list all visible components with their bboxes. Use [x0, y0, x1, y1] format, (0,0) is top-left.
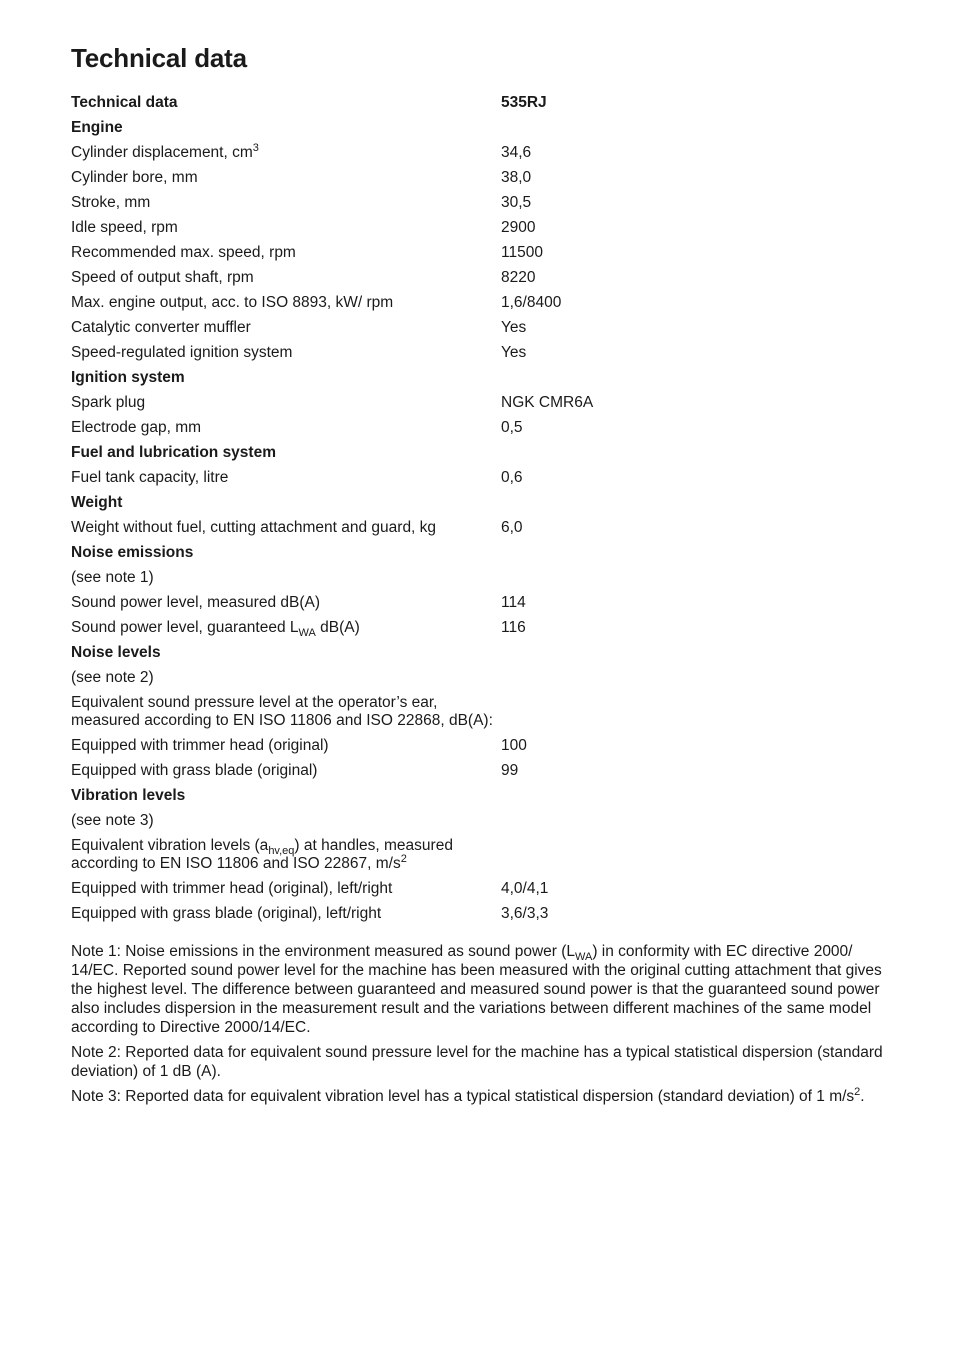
section-heading-noise-levels: Noise levels: [71, 643, 161, 661]
row-label: Speed of output shaft, rpm: [71, 268, 254, 286]
subscript: WA: [575, 951, 593, 964]
table-row: [71, 515, 886, 540]
row-label: Equipped with trimmer head (original): [71, 736, 329, 754]
superscript: 3: [252, 141, 259, 154]
table-row: [71, 315, 886, 340]
row-label: Sound power level, measured dB(A): [71, 593, 320, 611]
row-value: 114: [501, 593, 526, 611]
superscript: 2: [400, 852, 407, 865]
row-label: Max. engine output, acc. to ISO 8893, kW/ rpm: [71, 293, 394, 311]
row-label: Idle speed, rpm: [71, 218, 178, 236]
section-heading-row: [71, 115, 886, 140]
section-heading-noise-emissions: Noise emissions: [71, 543, 194, 561]
row-value: 100: [501, 736, 527, 754]
header-label: Technical data: [71, 93, 178, 111]
section-heading-row: [71, 490, 886, 515]
technical-data-table: [71, 90, 886, 926]
section-heading-row: [71, 365, 886, 390]
description-text: Equivalent vibration levels $(a_{hv,eq})$ at handles, measured according to EN ISO 11806 and ISO 22867, $m/s^2$: [71, 836, 453, 872]
row-label: Recommended max. speed, rpm: [71, 243, 296, 261]
table-row: [71, 758, 886, 783]
table-row: [71, 733, 886, 758]
row-value: 38,0: [501, 168, 532, 186]
section-heading-fuel: Fuel and lubrication system: [71, 443, 276, 461]
table-row: [71, 615, 886, 640]
section-heading-weight: Weight: [71, 493, 123, 511]
row-value: 11500: [501, 243, 543, 261]
note-reference: (see note 1): [71, 568, 154, 586]
row-label: Equipped with grass blade (original), left/right: [71, 904, 382, 922]
table-row: [71, 165, 886, 190]
document-page: [71, 40, 886, 1112]
section-heading-row: [71, 540, 886, 565]
superscript: 2: [854, 1085, 861, 1098]
table-row: [71, 240, 886, 265]
row-value: 4,0/4,1: [501, 879, 549, 897]
row-value: Yes: [501, 318, 527, 336]
table-row: [71, 290, 886, 315]
table-row: [71, 215, 886, 240]
row-label: Speed-regulated ignition system: [71, 343, 293, 361]
section-heading-ignition: Ignition system: [71, 368, 185, 386]
subscript: WA: [298, 626, 316, 639]
row-value: 3,6/3,3: [501, 904, 549, 922]
section-heading-engine: Engine: [71, 118, 123, 136]
row-value: 0,5: [501, 418, 523, 436]
row-label: Equipped with trimmer head (original), left/right: [71, 879, 393, 897]
row-label: Electrode gap, mm: [71, 418, 202, 436]
section-heading-row: [71, 440, 886, 465]
table-row: [71, 901, 886, 926]
row-value: Yes: [501, 343, 527, 361]
section-heading-row: [71, 640, 886, 665]
section-heading-vibration: Vibration levels: [71, 786, 186, 804]
table-row: [71, 590, 886, 615]
note-reference: (see note 3): [71, 811, 154, 829]
row-label: Stroke, mm: [71, 193, 151, 211]
table-row: [71, 465, 886, 490]
table-row: [71, 190, 886, 215]
row-label: Cylinder displacement, $cm^3$: [71, 141, 259, 161]
row-label: Sound power level, guaranteed $L_{WA}$ dB(A): [71, 618, 360, 639]
table-row: [71, 876, 886, 901]
row-value: 0,6: [501, 468, 523, 486]
row-label: Cylinder bore, mm: [71, 168, 198, 186]
row-value: 34,6: [501, 143, 532, 161]
row-label: Spark plug: [71, 393, 146, 411]
table-row: [71, 690, 886, 733]
row-value: 2900: [501, 218, 536, 236]
row-label: Weight without fuel, cutting attachment and guard, kg: [71, 518, 437, 536]
row-value: NGK CMR6A: [501, 393, 594, 411]
table-row: [71, 265, 886, 290]
subscript: hv,eq: [268, 844, 295, 857]
row-label: Equipped with grass blade (original): [71, 761, 318, 779]
table-row: [71, 140, 886, 165]
row-value: 6,0: [501, 518, 523, 536]
notes-section: [71, 942, 886, 1106]
description-text: Equivalent sound pressure level at the operator’s ear, measured according to EN ISO 11806 and ISO 22868, dB(A):: [71, 693, 493, 729]
note-2: Note 2: Reported data for equivalent sound pressure level for the machine has a typical statistical dispersion (standard deviation) of 1 dB (A).: [71, 1044, 883, 1080]
table-row: [71, 808, 886, 833]
row-value: 116: [501, 618, 526, 636]
note-3: Note 3: Reported data for equivalent vibration level has a typical statistical dispersion (standard deviation) of 1 $m/s^2$.: [71, 1085, 865, 1105]
row-label: Fuel tank capacity, litre: [71, 468, 229, 486]
row-value: 8220: [501, 268, 536, 286]
note-1: Note 1: Noise emissions in the environment measured as sound power $(L_{WA})$ in conformity with EC directive 2000/ 14/EC. Reported sound power level for the machine has been measured with the original cutting attachment that gives the highest level. The difference between guaranteed and measured sound power is that the guaranteed sound power also includes dispersion in the measurement result and the variations between different machines of the same model according to Directive 2000/14/EC.: [71, 943, 882, 1036]
table-row: [71, 665, 886, 690]
section-heading-row: [71, 783, 886, 808]
table-row: [71, 340, 886, 365]
row-value: 99: [501, 761, 519, 779]
note-reference: (see note 2): [71, 668, 154, 686]
header-model: 535RJ: [501, 93, 547, 111]
row-value: 1,6/8400: [501, 293, 562, 311]
table-row: [71, 565, 886, 590]
table-row: [71, 390, 886, 415]
table-header-row: [71, 90, 886, 115]
table-row: [71, 415, 886, 440]
row-label: Catalytic converter muffler: [71, 318, 251, 336]
row-value: 30,5: [501, 193, 532, 211]
page-title: Technical data: [71, 43, 247, 73]
table-row: [71, 833, 886, 876]
